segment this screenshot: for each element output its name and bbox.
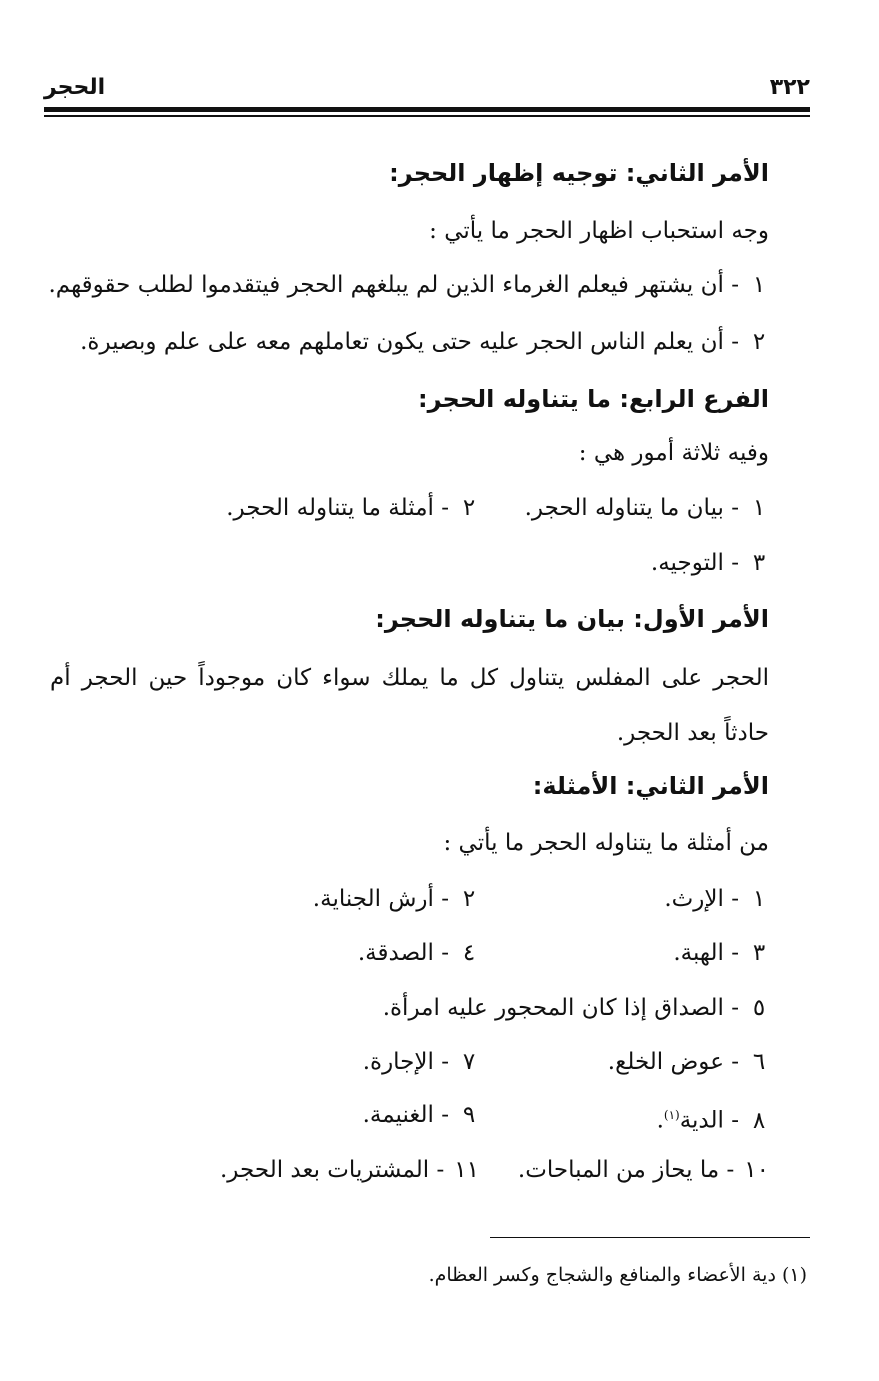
- item-text: - أرش الجناية.: [312, 886, 449, 912]
- header-rule-thin: [44, 115, 810, 117]
- list-item: [48, 270, 769, 300]
- item-text-end: .: [656, 1107, 664, 1134]
- item-number: ٤: [462, 940, 476, 966]
- list-item: [363, 1100, 479, 1130]
- item-text: - الصدقة.: [357, 940, 449, 966]
- item-number: ١: [752, 886, 766, 912]
- list-item: [80, 327, 769, 357]
- page-number: ٣٢٢: [769, 75, 810, 100]
- list-item: [664, 884, 769, 914]
- item-text: - أن يعلم الناس الحجر عليه حتى يكون تعاملهم معه على علم وبصيرة.: [80, 329, 739, 355]
- paragraph-intro: وفيه ثلاثة أمور هي :: [578, 440, 769, 466]
- item-text: - الصداق إذا كان المحجور عليه امرأة.: [382, 995, 739, 1021]
- list-item: [608, 1047, 769, 1077]
- header-rule-thick: [44, 107, 810, 112]
- list-item: [226, 493, 479, 523]
- heading-examples: الأمر الثاني: الأمثلة:: [532, 772, 769, 800]
- item-text: - التوجيه.: [650, 550, 739, 576]
- item-text: - بيان ما يتناوله الحجر.: [524, 495, 739, 521]
- item-text: - الإجارة.: [362, 1049, 449, 1075]
- footnote: (١) دية الأعضاء والمنافع والشجاج وكسر العظام.: [428, 1264, 807, 1286]
- item-text: - أن يشتهر فيعلم الغرماء الذين لم يبلغهم الحجر فيتقدموا لطلب حقوقهم.: [48, 272, 739, 298]
- item-text: - أمثلة ما يتناوله الحجر.: [226, 495, 449, 521]
- list-item: [383, 993, 769, 1023]
- footnote-reference: (١): [663, 1108, 680, 1122]
- item-number: ٢: [462, 495, 476, 521]
- heading-first-matter: الأمر الأول: بيان ما يتناوله الحجر:: [375, 605, 769, 633]
- item-number: ٩: [462, 1102, 476, 1128]
- footnote-rule: [490, 1237, 810, 1238]
- page-header: [44, 70, 810, 100]
- item-number: ٢: [462, 886, 476, 912]
- item-text: - الهبة.: [673, 940, 739, 966]
- list-item: [313, 884, 479, 914]
- item-number: ١٠: [744, 1157, 769, 1183]
- item-text: - ما يحاز من المباحات.: [517, 1157, 735, 1183]
- item-number: ٦: [752, 1049, 766, 1075]
- list-item: [518, 1155, 769, 1185]
- item-number: ١: [752, 272, 766, 298]
- list-item: [657, 1100, 769, 1136]
- running-title: الحجر: [44, 75, 106, 100]
- list-item: [651, 548, 769, 578]
- paragraph-intro: من أمثلة ما يتناوله الحجر ما يأتي :: [443, 830, 769, 856]
- item-text: - المشتريات بعد الحجر.: [220, 1157, 445, 1183]
- heading-fourth-branch: الفرع الرابع: ما يتناوله الحجر:: [418, 385, 769, 413]
- paragraph-line: حادثاً بعد الحجر.: [616, 720, 769, 746]
- item-number: ٧: [462, 1049, 476, 1075]
- list-item: [220, 1155, 479, 1185]
- list-item: [525, 493, 769, 523]
- item-number: ٣: [752, 940, 766, 966]
- item-number: ١: [752, 495, 766, 521]
- item-text: - الإرث.: [664, 886, 739, 912]
- heading-second-matter: الأمر الثاني: توجيه إظهار الحجر:: [389, 159, 769, 187]
- list-item: [358, 938, 479, 968]
- item-number: ٨: [752, 1107, 766, 1134]
- item-number: ٣: [752, 550, 766, 576]
- paragraph-line: الحجر على المفلس يتناول كل ما يملك سواء كان موجوداً حين الحجر أم: [50, 665, 769, 691]
- item-text: - الدية: [679, 1107, 739, 1134]
- item-number: ١١: [454, 1157, 479, 1183]
- list-item: [673, 938, 769, 968]
- item-text: - الغنيمة.: [362, 1102, 449, 1128]
- item-number: ٥: [752, 995, 766, 1021]
- paragraph-intro: وجه استحباب اظهار الحجر ما يأتي :: [429, 218, 769, 244]
- list-item: [363, 1047, 479, 1077]
- item-text: - عوض الخلع.: [607, 1049, 739, 1075]
- item-number: ٢: [752, 329, 766, 355]
